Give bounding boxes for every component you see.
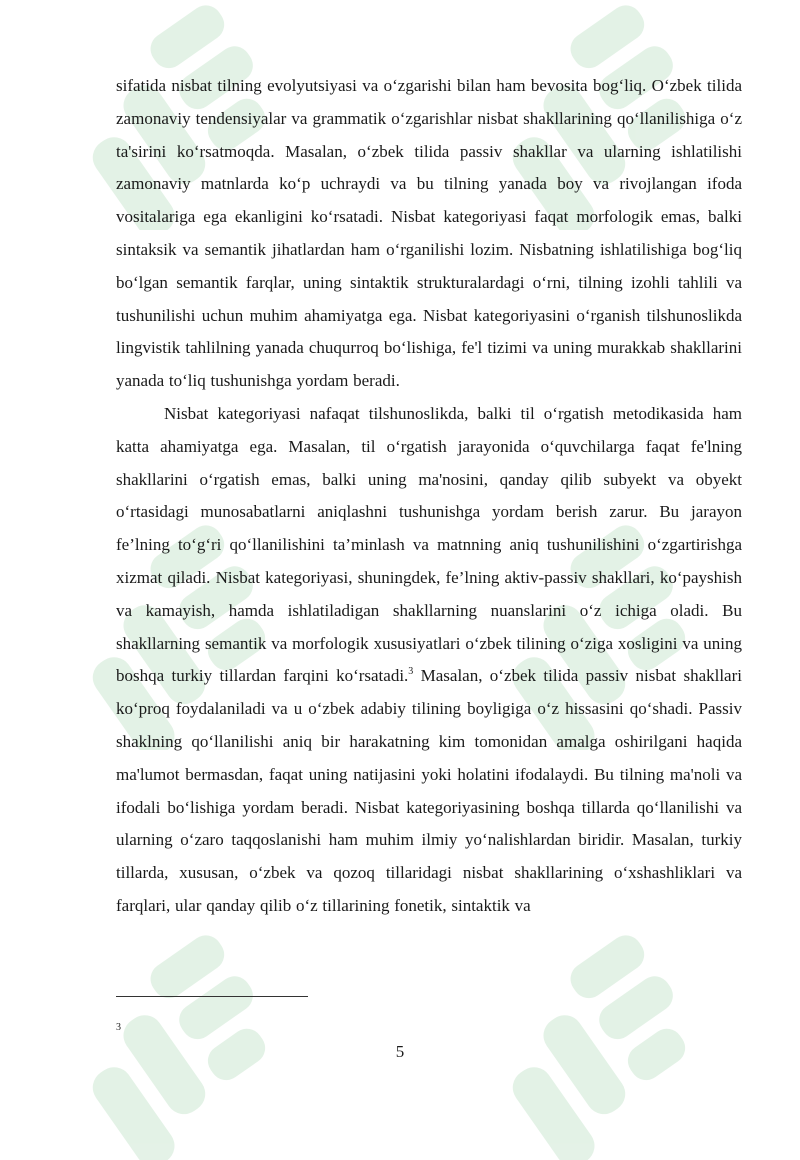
- paragraph-text: Masalan, o‘zbek tilida passiv nisbat shakllari ko‘proq foydalaniladi va u o‘zbek adabiy tilining boyligiga o‘z hissasini qo‘shadi. Passiv shaklning qo‘llanilishi aniq bir harakatning kim tomonidan amalga oshirilgani haqida ma'lumot bermasdan, faqat uning natijasini yoki holatini ifodalaydi. Bu tilning ma'noli va ifodali bo‘lishiga yordam beradi. Nisbat kategoriyasining boshqa tillarda qo‘llanilishi va ularning o‘zaro taqqoslanishi ham muhim ilmiy yo‘nalishlardan biridir. Masalan, turkiy tillarda, xususan, o‘zbek va qozoq tillaridagi nisbat shakllarining o‘xshashliklari va farqlari, ular qanday qilib o‘z tillarining fonetik, sintaktik va: [116, 666, 742, 915]
- page-body: [116, 70, 742, 923]
- paragraph: [116, 398, 742, 923]
- paragraph: sifatida nisbat tilning evolyutsiyasi va o‘zgarishi bilan ham bevosita bog‘liq. O‘zbek tilida zamonaviy tendensiyalar va grammatik o‘zgarishlar nisbat shakllarining qo‘llanilishiga o‘z ta'sirini ko‘rsatmoqda. Masalan, o‘zbek tilida passiv shakllar va ularning ishlatilishi zamonaviy matnlarda ko‘p uchraydi va bu tilning yanada boy va rivojlangan ifoda vositalariga ega ekanligini ko‘rsatadi. Nisbat kategoriyasi faqat morfologik emas, balki sintaksik va semantik jihatlardan ham o‘rganilishi lozim. Nisbatning ishlatilishiga bog‘liq bo‘lgan semantik farqlar, uning sintaktik strukturalardagi o‘rni, tilning izohli tahlili va tushunilishi uchun muhim ahamiyatga ega. Nisbat kategoriyasini o‘rganish tilshunoslikda lingvistik tahlilning yanada chuqurroq bo‘lishiga, fe'l tizimi va uning murakkab shakllarini yanada to‘liq tushunishga yordam beradi.: [116, 76, 742, 391]
- paragraph-text: Nisbat kategoriyasi nafaqat tilshunoslikda, balki til o‘rgatish metodikasida ham katta ahamiyatga ega. Masalan, til o‘rgatish jarayonida o‘quvchilarga faqat fe'lning shakllarini o‘rgatish emas, balki uning ma'nosini, qanday qilib subyekt va obyekt o‘rtasidagi munosabatlarni aniqlashni tushunishga yordam berish zarur. Bu jarayon fe’lning to‘g‘ri qo‘llanilishini ta’minlash va matnning aniq tushunilishini o‘zgartirishga xizmat qiladi. Nisbat kategoriyasi, shuningdek, fe’lning aktiv-passiv shakllari, ko‘payshish va kamayish, hamda ishlatiladigan shakllarning nuanslarini o‘z ichiga oladi. Bu shakllarning semantik va morfologik xususiyatlari o‘zbek tilining o‘ziga xosligini va uning boshqa turkiy tillardan farqini ko‘rsatadi.: [116, 403, 742, 686]
- footnote-number: 3: [116, 1022, 121, 1033]
- footnote-reference[interactable]: 3: [408, 666, 414, 678]
- page-number: 5: [395, 1042, 405, 1061]
- footnote-divider: [116, 996, 308, 997]
